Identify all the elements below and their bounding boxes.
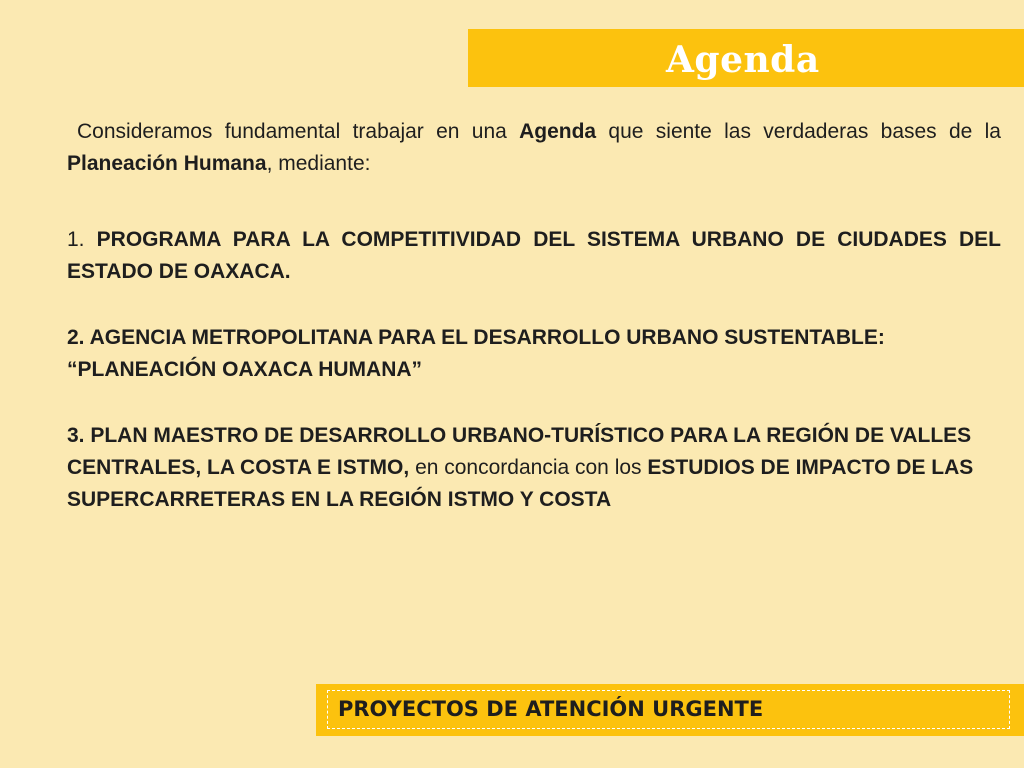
agenda-item-1 [67, 224, 1001, 288]
item-1-number: 1. [67, 228, 97, 251]
item-3-text-bold: 3. PLAN MAESTRO DE DESARROLLO URBANO-TURÍSTICO PARA LA REGIÓN DE VALLES CENTRALES, LA COSTA E ISTMO, [67, 424, 972, 479]
agenda-item-2 [67, 322, 1001, 386]
intro-bold-agenda: Agenda [519, 120, 597, 143]
item-3-text-normal: en concordancia con los [415, 456, 648, 479]
item-2-text: 2. AGENCIA METROPOLITANA PARA EL DESARROLLO URBANO SUSTENTABLE: “PLANEACIÓN OAXACA HUMANA” [67, 326, 885, 381]
item-3-text-bold-2: ESTUDIOS DE IMPACTO DE LAS SUPERCARRETERAS EN LA REGIÓN ISTMO Y COSTA [67, 456, 974, 511]
agenda-item-3 [67, 420, 1001, 516]
intro-bold-planeacion: Planeación Humana [67, 152, 267, 175]
item-1-text: PROGRAMA PARA LA COMPETITIVIDAD DEL SISTEMA URBANO DE CIUDADES DEL ESTADO DE OAXACA. [67, 228, 1001, 283]
intro-text-3: , mediante: [266, 152, 371, 175]
intro-text-2: que siente las verdaderas bases de la [596, 120, 1001, 143]
footer-label: PROYECTOS DE ATENCIÓN URGENTE [338, 697, 764, 721]
intro-paragraph [67, 116, 1001, 180]
intro-text-1: Consideramos fundamental trabajar en una [77, 120, 520, 143]
slide-title: Agenda [666, 39, 820, 81]
slide-content [67, 116, 1001, 516]
